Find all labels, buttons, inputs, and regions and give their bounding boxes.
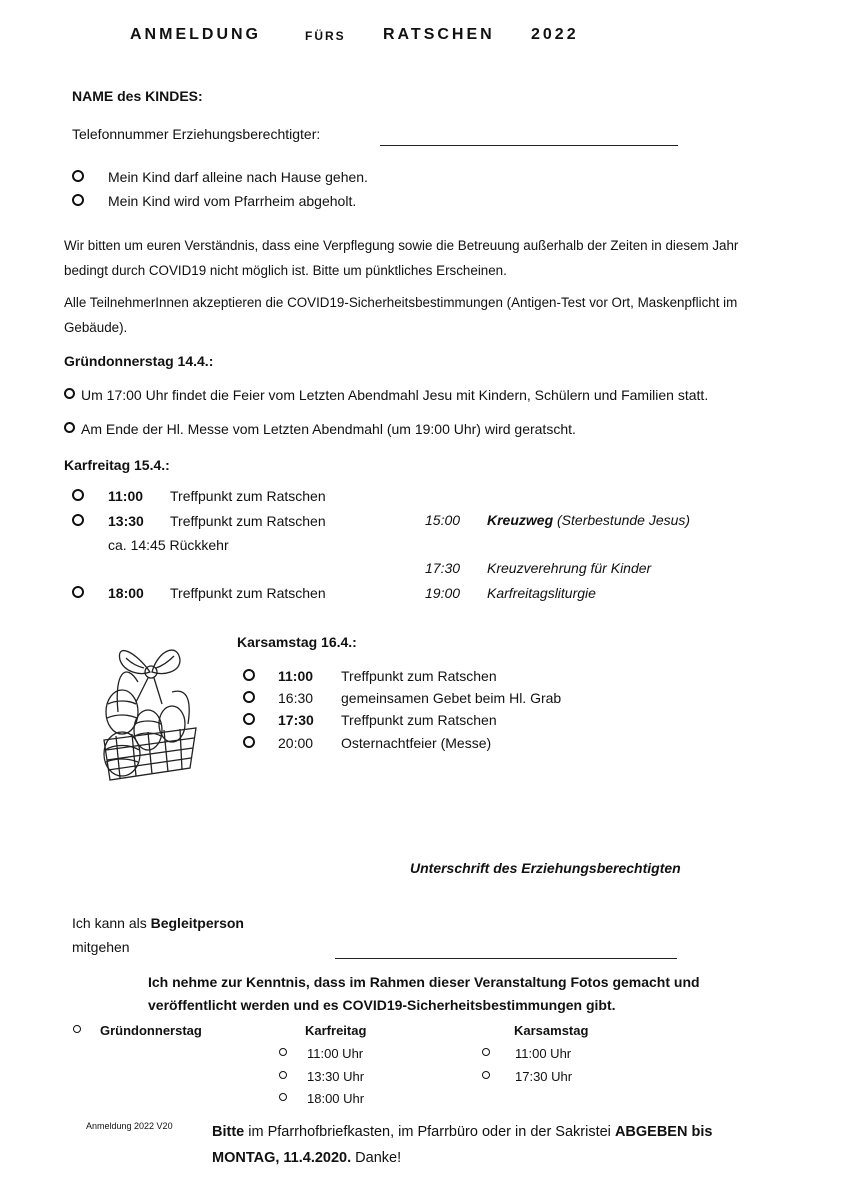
easter-basket-illustration bbox=[96, 632, 206, 784]
karfreitag-return-note: ca. 14:45 Rückkehr bbox=[108, 537, 229, 553]
service-title: Karfreitagsliturgie bbox=[487, 585, 596, 601]
companion-line-2: mitgehen bbox=[72, 939, 130, 955]
karsamstag-time: 11:00 bbox=[278, 668, 314, 684]
service-kreuzweg bbox=[487, 512, 690, 528]
footer-line-1 bbox=[212, 1124, 712, 1140]
notice-line-3: Alle TeilnehmerInnen akzeptieren die COVID19-Sicherheitsbestimmungen (Antigen-Test vor Ort, Maskenpflicht im bbox=[64, 295, 738, 310]
gruendonnerstag-item-1[interactable] bbox=[64, 387, 708, 403]
footer-mid: im Pfarrhofbriefkasten, im Pfarrbüro oder in der Sakristei bbox=[244, 1124, 615, 1140]
karfreitag-slot-label: Treffpunkt zum Ratschen bbox=[170, 513, 326, 529]
karsamstag-time: 17:30 bbox=[278, 712, 314, 728]
karsamstag-option-1730[interactable] bbox=[243, 713, 255, 725]
companion-karfreitag-time: 13:30 Uhr bbox=[307, 1069, 365, 1084]
service-time: 17:30 bbox=[425, 560, 461, 576]
signature-label: Unterschrift des Erziehungsberechtigten bbox=[410, 860, 681, 876]
footer-thanks: Danke! bbox=[351, 1150, 402, 1166]
companion-karfreitag-option[interactable] bbox=[279, 1071, 287, 1079]
karfreitag-slot-label: Treffpunkt zum Ratschen bbox=[170, 585, 326, 601]
phone-input-line[interactable] bbox=[380, 145, 678, 146]
karfreitag-time: 11:00 bbox=[108, 488, 144, 504]
child-name-label: NAME des KINDES: bbox=[72, 88, 203, 104]
notice-line-1: Wir bitten um euren Verständnis, dass eine Verpflegung sowie die Betreuung außerhalb der Zeiten in diesem Jahr bbox=[64, 238, 739, 253]
karfreitag-option-1100[interactable] bbox=[72, 489, 84, 501]
companion-karfreitag-heading: Karfreitag bbox=[305, 1023, 367, 1038]
companion-option-gruendonnerstag[interactable] bbox=[73, 1025, 81, 1033]
companion-karfreitag-time: 11:00 Uhr bbox=[307, 1046, 364, 1061]
checkbox-circle-icon bbox=[64, 388, 75, 399]
companion-gruendonnerstag-label: Gründonnerstag bbox=[100, 1023, 202, 1038]
option-pickup-label: Mein Kind wird vom Pfarrheim abgeholt. bbox=[108, 193, 357, 209]
karfreitag-time: 13:30 bbox=[108, 513, 144, 529]
karsamstag-slot-label: gemeinsamen Gebet beim Hl. Grab bbox=[341, 690, 562, 706]
companion-karsamstag-time: 11:00 Uhr bbox=[515, 1046, 572, 1061]
title-anmeldung: ANMELDUNG bbox=[130, 26, 261, 43]
companion-signature-line[interactable] bbox=[335, 958, 677, 959]
companion-karsamstag-option[interactable] bbox=[482, 1048, 490, 1056]
service-title: Kreuzweg bbox=[487, 512, 554, 528]
companion-karfreitag-option[interactable] bbox=[279, 1093, 287, 1101]
karsamstag-time: 16:30 bbox=[278, 690, 314, 706]
option-alone-label: Mein Kind darf alleine nach Hause gehen. bbox=[108, 169, 368, 185]
karsamstag-slot-label: Treffpunkt zum Ratschen bbox=[341, 668, 497, 684]
companion-karfreitag-option[interactable] bbox=[279, 1048, 287, 1056]
karsamstag-slot-label: Treffpunkt zum Ratschen bbox=[341, 712, 497, 728]
karfreitag-option-1330[interactable] bbox=[72, 514, 84, 526]
companion-karfreitag-time: 18:00 Uhr bbox=[307, 1091, 365, 1106]
option-circle-alone[interactable] bbox=[72, 170, 84, 182]
service-note: (Sterbestunde Jesus) bbox=[557, 512, 691, 528]
checkbox-circle-icon bbox=[64, 422, 75, 433]
notice-line-4: Gebäude). bbox=[64, 320, 128, 335]
karfreitag-slot-label: Treffpunkt zum Ratschen bbox=[170, 488, 326, 504]
karsamstag-time: 20:00 bbox=[278, 735, 314, 751]
consent-line-2: veröffentlicht werden und es COVID19-Sicherheitsbestimmungen gibt. bbox=[148, 997, 616, 1013]
title-year: 2022 bbox=[531, 26, 579, 43]
companion-karsamstag-heading: Karsamstag bbox=[514, 1023, 589, 1038]
service-title: Kreuzverehrung für Kinder bbox=[487, 560, 652, 576]
footer-line-2 bbox=[212, 1150, 401, 1166]
companion-prefix: Ich kann als bbox=[72, 915, 151, 931]
karsamstag-option-1100[interactable] bbox=[243, 669, 255, 681]
consent-line-1: Ich nehme zur Kenntnis, dass im Rahmen dieser Veranstaltung Fotos gemacht und bbox=[148, 974, 700, 990]
karsamstag-option-1630[interactable] bbox=[243, 691, 255, 703]
companion-bold: Begleitperson bbox=[150, 915, 244, 931]
notice-line-2: bedingt durch COVID19 nicht möglich ist. Bitte um pünktliches Erscheinen. bbox=[64, 263, 507, 278]
service-time: 19:00 bbox=[425, 585, 461, 601]
option-circle-pickup[interactable] bbox=[72, 194, 84, 206]
companion-karsamstag-option[interactable] bbox=[482, 1071, 490, 1079]
karfreitag-time: 18:00 bbox=[108, 585, 144, 601]
footer-deadline: MONTAG, 11.4.2020. bbox=[212, 1150, 352, 1166]
gruendonnerstag-item-2-text: Am Ende der Hl. Messe vom Letzten Abendmahl (um 19:00 Uhr) wird geratscht. bbox=[81, 421, 576, 437]
version-label: Anmeldung 2022 V20 bbox=[86, 1121, 173, 1131]
title-ratschen: RATSCHEN bbox=[383, 26, 495, 43]
companion-line-1 bbox=[72, 915, 244, 931]
companion-karsamstag-time: 17:30 Uhr bbox=[515, 1069, 573, 1084]
gruendonnerstag-item-1-text: Um 17:00 Uhr findet die Feier vom Letzten Abendmahl Jesu mit Kindern, Schülern und Familien statt. bbox=[81, 387, 709, 403]
title-fuers: FÜRS bbox=[305, 29, 346, 43]
gruendonnerstag-item-2[interactable] bbox=[64, 421, 576, 437]
footer-bold-1: Bitte bbox=[212, 1124, 245, 1140]
karfreitag-heading: Karfreitag 15.4.: bbox=[64, 457, 170, 473]
phone-label: Telefonnummer Erziehungsberechtigter: bbox=[72, 126, 321, 142]
service-time: 15:00 bbox=[425, 512, 461, 528]
karsamstag-option-2000[interactable] bbox=[243, 736, 255, 748]
karfreitag-option-1800[interactable] bbox=[72, 586, 84, 598]
karsamstag-slot-label: Osternachtfeier (Messe) bbox=[341, 735, 492, 751]
footer-bold-2: ABGEBEN bis bbox=[614, 1124, 713, 1140]
gruendonnerstag-heading: Gründonnerstag 14.4.: bbox=[64, 353, 214, 369]
karsamstag-heading: Karsamstag 16.4.: bbox=[237, 634, 357, 650]
